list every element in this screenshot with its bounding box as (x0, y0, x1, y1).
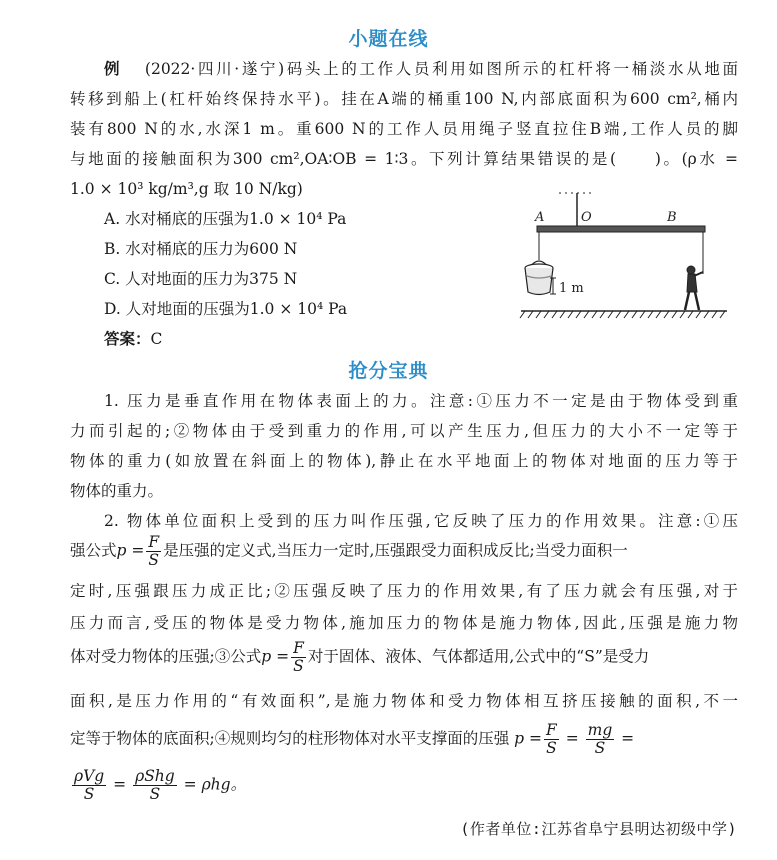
fraction-rshg-over-s (133, 768, 177, 803)
answer-value: C (150, 330, 163, 348)
option-d-text: 人对地面的压强为1.0 × 10⁴ Pa (125, 300, 348, 318)
section-title-tips: 抢分宝典 (348, 360, 429, 382)
formula2-intro: 体对受力物体的压强;③公式 (70, 647, 262, 666)
example-line-3: 装有800 N的水,水深1 m。重600 N的工作人员用绳子竖直拉住B端,工作人员的脚 (70, 120, 738, 138)
option-c (104, 268, 297, 290)
formula-intro: 强公式 (70, 541, 117, 560)
tips-p2-line-6: 面积,是压力作用的“有效面积”,是施力物体和受力物体相互挤压接触的面积,不一 (70, 692, 738, 710)
frac-den: S (546, 739, 557, 757)
frac-num: F (546, 721, 557, 739)
tips-p2-line-2 (70, 534, 738, 569)
tips-p2-line-3: 定时,压强跟压力成正比;②压强反映了压力的作用效果,有了压力就会有压强,对于 (70, 582, 738, 600)
formula-desc: 是压强的定义式,当压力一定时,压强跟受力面积成反比;当受力面积一 (163, 541, 628, 560)
example-line-4: 与地面的接触面积为300 cm²,OA∶OB = 1∶3。下列计算结果错误的是( )。(ρ水 = (70, 150, 738, 168)
option-a-text: 水对桶底的压强为1.0 × 10⁴ Pa (125, 210, 347, 228)
option-b (104, 238, 297, 260)
option-d-letter: D. (104, 300, 121, 318)
worker-figure (685, 266, 703, 310)
tips-p1-line-3: 物体的重力(如放置在斜面上的物体),静止在水平地面上的物体对地面的压力等于 (70, 452, 738, 470)
frac-den: S (148, 551, 160, 569)
option-d (104, 298, 347, 320)
formula2-desc: 对于固体、液体、气体都适用,公式中的“S”是受力 (307, 647, 650, 666)
fraction-rvg-over-s (72, 768, 106, 803)
tips-p2-line-1: 2. 物体单位面积上受到的压力叫作压强,它反映了压力的作用效果。注意:①压 (104, 512, 738, 530)
fraction-f-over-s (146, 534, 161, 569)
example-line-2: 转移到船上(杠杆始终保持水平)。挂在A端的桶重100 N,内部底面积为600 cm²,桶内 (70, 90, 738, 108)
answer (104, 328, 162, 350)
depth-label: 1 m (559, 281, 584, 296)
author-credit: (作者单位:江苏省阜宁县明达初级中学) (460, 820, 737, 838)
fraction2-f-over-s (291, 640, 306, 675)
tips-p2-line-5 (70, 640, 738, 675)
tips-p1-line-1: 1. 压力是垂直作用在物体表面上的力。注意:①压力不一定是由于物体受到重 (104, 392, 738, 410)
frac-den: S (83, 785, 95, 803)
example-text-1: (2022·四川·遂宁)码头上的工作人员利用如图所示的杠杆将一桶淡水从地面 (144, 60, 738, 78)
example-line-5: 1.0 × 10³ kg/m³,g 取 10 N/kg) (70, 180, 303, 198)
frac-num: F (293, 639, 304, 657)
formula-p-var: p = (116, 541, 145, 560)
option-c-letter: C. (104, 270, 121, 288)
label-o: O (581, 210, 592, 225)
answer-label: 答案： (104, 330, 151, 348)
tips-p2-line-4: 压力而言,受压的物体是受力物体,施加压力的物体是施力物体,因此,压强是施力物 (70, 614, 738, 632)
tips-p2-line-7: 定等于物体的底面积;④规则均匀的柱形物体对水平支撑面的压强 p = $\frac{F}{S}$ = $\frac{mg}{S}$ = (70, 721, 635, 757)
option-b-text: 水对桶底的压力为600 N (125, 240, 298, 258)
frac-num: mg (587, 721, 613, 739)
formula2-p-var: p = (261, 647, 290, 666)
option-b-letter: B. (104, 240, 121, 258)
bucket (525, 261, 553, 295)
label-a: A (535, 210, 545, 225)
lever-bar (537, 226, 705, 232)
frac-num: ρShg (135, 767, 175, 785)
fraction3-f-over-s (544, 722, 559, 757)
frac-num: F (148, 533, 160, 551)
final-formula: = ρhg。 (183, 775, 247, 794)
column-p-var: p = (514, 729, 543, 748)
frac-num: ρVg (74, 767, 105, 785)
example-label: 例 (104, 60, 123, 78)
tips-p1-line-4: 物体的重力。 (70, 482, 164, 500)
tips-p2-line-8: $\frac{\text{ρVg}}{S}$ = $\frac{\text{ρShg}}{S}$ = ρhg。 (74, 767, 247, 803)
column-pressure-intro: 定等于物体的底面积;④规则均匀的柱形物体对水平支撑面的压强 (70, 729, 510, 748)
option-c-text: 人对地面的压力为375 N (125, 270, 298, 288)
option-a (104, 208, 346, 230)
tips-p1-line-2: 力而引起的;②物体由于受到重力的作用,可以产生压力,但压力的大小不一定等于 (70, 422, 738, 440)
section-title-practice: 小题在线 (348, 28, 429, 50)
frac-den: S (594, 739, 606, 757)
fraction-mg-over-s (586, 722, 615, 757)
frac-den: S (149, 785, 161, 803)
frac-den: S (293, 657, 304, 675)
label-b: B (667, 210, 677, 225)
ground (520, 311, 727, 318)
lever-figure (515, 188, 730, 328)
option-a-letter: A. (104, 210, 121, 228)
example-line-1 (104, 58, 738, 80)
